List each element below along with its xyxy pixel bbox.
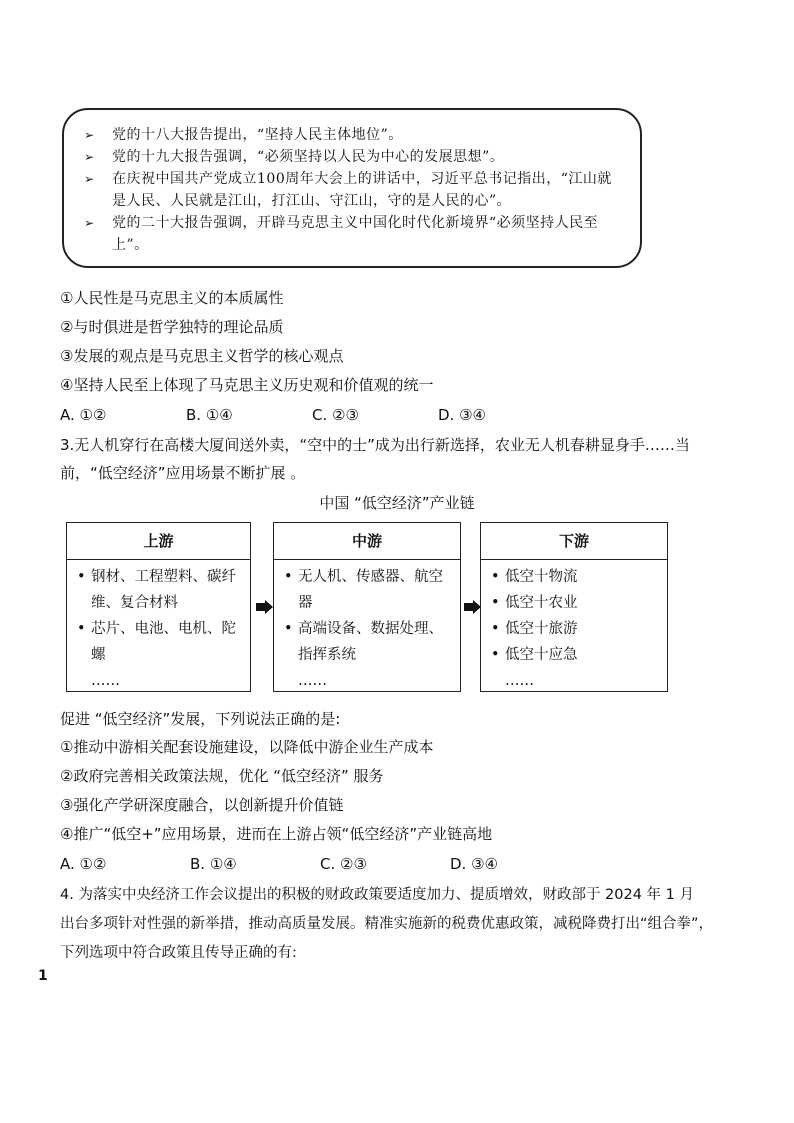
answer-a[interactable]: A. ①②	[60, 406, 107, 424]
q3-prompt: 促进 “低空经济”发展，下列说法正确的是:	[60, 710, 341, 728]
answer-b[interactable]: B. ①④	[186, 406, 233, 424]
q4-line1: 4. 为落实中央经济工作会议提出的积极的财政政策要适度加力、提质增效，财政部于 2024 年 1 月	[60, 887, 695, 903]
q3-stem-line1: 3.无人机穿行在高楼大厦间送外卖，“空中的士”成为出行新选择，农业无人机春耕显身手……当	[60, 436, 690, 454]
arrow-bullet-icon: ➢	[84, 150, 95, 164]
q3-answers	[60, 855, 498, 873]
q2-option-1: ①人民性是马克思主义的本质属性	[60, 289, 284, 307]
q4-line3: 下列选项中符合政策且传导正确的有:	[60, 945, 297, 961]
quote-text: 党的十九大报告强调，“必须坚持以人民为中心的发展思想”。	[112, 149, 505, 165]
chain-item: • 高端设备、数据处理、指挥系统	[284, 621, 443, 663]
chain-item: • 芯片、电池、电机、陀螺	[77, 621, 236, 663]
chain-item: ……	[91, 673, 120, 689]
quote-item	[82, 124, 622, 146]
answer-a[interactable]: A. ①②	[60, 855, 107, 873]
chain-item: • 钢材、工程塑料、碳纤维、复合材料	[77, 569, 236, 611]
answer-c[interactable]: C. ②③	[320, 855, 367, 873]
answer-d[interactable]: D. ③④	[450, 855, 498, 873]
arrow-bullet-icon: ➢	[84, 216, 95, 230]
q3-option-4: ④推广“低空+”应用场景，进而在上游占领“低空经济”产业链高地	[60, 825, 493, 843]
chain-item: • 低空十物流	[491, 569, 578, 585]
chain-item: • 无人机、传感器、航空器	[284, 569, 443, 611]
chain-item: • 低空十应急	[491, 647, 578, 663]
q3-option-1: ①推动中游相关配套设施建设，以降低中游企业生产成本	[60, 738, 434, 756]
answer-b[interactable]: B. ①④	[190, 855, 237, 873]
chain-head: 中游	[274, 523, 460, 560]
q3-option-3: ③强化产学研深度融合，以创新提升价值链	[60, 796, 344, 814]
chain-item: • 低空十旅游	[491, 621, 578, 637]
quote-item	[82, 168, 622, 212]
chain-head: 下游	[481, 523, 667, 560]
chain-box-upstream	[66, 522, 251, 692]
chain-box-midstream	[273, 522, 461, 692]
quote-box	[62, 108, 642, 268]
arrow-bullet-icon: ➢	[84, 172, 95, 186]
page-number: 1	[38, 968, 48, 984]
arrow-bullet-icon: ➢	[84, 128, 95, 142]
q2-option-3: ③发展的观点是马克思主义哲学的核心观点	[60, 347, 344, 365]
q2-option-2: ②与时俱进是哲学独特的理论品质	[60, 318, 284, 336]
quote-item	[82, 146, 622, 168]
answer-d[interactable]: D. ③④	[438, 406, 486, 424]
quote-text: 在庆祝中国共产党成立100周年大会上的讲话中，习近平总书记指出，“江山就是人民、人民就是江山，打江山、守江山，守的是人民的心”。	[112, 171, 612, 209]
q4-line2: 出台多项针对性强的新举措，推动高质量发展。精准实施新的税费优惠政策，减税降费打出“组合拳”，	[60, 916, 714, 932]
q3-option-2: ②政府完善相关政策法规，优化 “低空经济” 服务	[60, 767, 384, 785]
quote-item	[82, 212, 622, 256]
quote-text: 党的二十大报告强调，开辟马克思主义中国化时代化新境界“必须坚持人民至上”。	[112, 215, 599, 253]
chain-item: ……	[298, 673, 327, 689]
q2-option-4: ④坚持人民至上体现了马克思主义历史观和价值观的统一	[60, 376, 434, 394]
chain-box-downstream	[480, 522, 668, 692]
chain-item: • 低空十农业	[491, 595, 578, 611]
chain-head: 上游	[67, 523, 250, 560]
quote-text: 党的十八大报告提出，“坚持人民主体地位”。	[112, 127, 403, 143]
q2-answers	[60, 406, 486, 424]
q3-stem-line2: 前，“低空经济”应用场景不断扩展 。	[60, 464, 306, 482]
chain-item: ……	[505, 673, 534, 689]
answer-c[interactable]: C. ②③	[312, 406, 359, 424]
chain-title: 中国 “低空经济”产业链	[319, 494, 475, 512]
